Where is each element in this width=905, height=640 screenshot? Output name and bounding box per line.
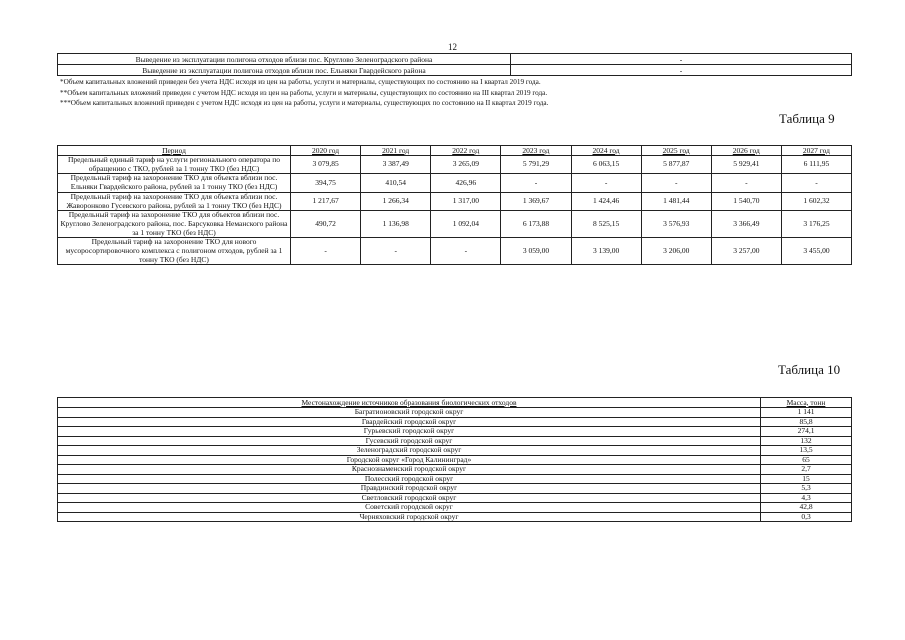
table-10-caption: Таблица 10	[778, 362, 841, 377]
row-label: Выведение из эксплуатации полигона отходов вблизи пос. Круглово Зеленоградского района	[58, 54, 511, 65]
table-row	[58, 417, 852, 427]
footnote: ***Объем капитальных вложений приведен с учетом НДС исходя из цен на работы, услуги и материалы, существующих по состоянию на II квартал 2019 года.	[60, 99, 549, 107]
tariff-value: 1 424,46	[571, 192, 641, 210]
mass-cell: 4,3	[761, 493, 852, 503]
location-cell: Полесский городской округ	[58, 474, 761, 484]
tariff-value: 1 481,44	[641, 192, 711, 210]
mass-header: Масса, тонн	[761, 398, 852, 408]
tariff-value: -	[571, 174, 641, 192]
tariff-value: 6 111,95	[781, 156, 851, 174]
mass-cell: 65	[761, 455, 852, 465]
tariff-value: 410,54	[361, 174, 431, 192]
location-cell: Черняховский городской округ	[58, 512, 761, 522]
tariff-value: -	[291, 238, 361, 265]
location-cell: Светловский городской округ	[58, 493, 761, 503]
table-row	[58, 211, 852, 238]
footnotes	[60, 77, 548, 109]
year-header: 2027 год	[781, 146, 851, 156]
location-cell: Багратионовский городской округ	[58, 408, 761, 418]
tariff-value: -	[711, 174, 781, 192]
row-value: -	[511, 54, 852, 65]
table-row	[58, 455, 852, 465]
tariff-value: 5 877,87	[641, 156, 711, 174]
year-header: 2021 год	[361, 146, 431, 156]
table-row	[58, 484, 852, 494]
capital-investment-table-tail	[57, 53, 852, 76]
footnote: *Объем капитальных вложений приведен без учета НДС исходя из цен на работы, услуги и материалы, существующих по состоянию на I квартал 2019 года.	[60, 78, 541, 86]
table-row	[58, 436, 852, 446]
table-row	[58, 446, 852, 456]
table-row	[58, 493, 852, 503]
tariff-value: 3 576,93	[641, 211, 711, 238]
table-row	[58, 174, 852, 192]
tariff-value: -	[501, 174, 571, 192]
tariff-value: 1 092,04	[431, 211, 501, 238]
location-cell: Гусевский городской округ	[58, 436, 761, 446]
location-cell: Правдинский городской округ	[58, 484, 761, 494]
tariff-value: 1 317,00	[431, 192, 501, 210]
tariff-value: 3 265,09	[431, 156, 501, 174]
table-row	[58, 156, 852, 174]
tariff-value: 426,96	[431, 174, 501, 192]
tariff-value: 3 257,00	[711, 238, 781, 265]
tariff-value: 6 173,88	[501, 211, 571, 238]
biological-waste-table	[57, 397, 852, 522]
tariff-value: 6 063,15	[571, 156, 641, 174]
mass-cell: 85,8	[761, 417, 852, 427]
tariff-value: 3 455,00	[781, 238, 851, 265]
tariff-label: Предельный тариф на захоронение ТКО для объекта вблизи пос. Жаворонково Гусевского района, рублей за 1 тонну ТКО (без НДС)	[58, 192, 291, 210]
tariff-value: 1 540,70	[711, 192, 781, 210]
tariff-value: 5 791,29	[501, 156, 571, 174]
year-header: 2023 год	[501, 146, 571, 156]
tariff-value: 1 602,32	[781, 192, 851, 210]
tariff-value: 3 176,25	[781, 211, 851, 238]
tariff-value: 3 139,00	[571, 238, 641, 265]
page-number: 12	[448, 42, 457, 52]
year-header: 2020 год	[291, 146, 361, 156]
location-header: Местонахождение источников образования биологических отходов	[58, 398, 761, 408]
row-label: Выведение из эксплуатации полигона отходов вблизи пос. Ельняки Гвардейского района	[58, 65, 511, 76]
table-row	[58, 54, 852, 65]
mass-cell: 132	[761, 436, 852, 446]
tariff-value: 1 369,67	[501, 192, 571, 210]
table-row	[58, 192, 852, 210]
location-cell: Городской округ «Город Калининград»	[58, 455, 761, 465]
location-cell: Гвардейский городской округ	[58, 417, 761, 427]
tariff-label: Предельный тариф на захоронение ТКО для нового мусоросортировочного комплекса с полигоном отходов, рублей за 1 тонну ТКО (без НДС)	[58, 238, 291, 265]
year-header: 2026 год	[711, 146, 781, 156]
tariff-table	[57, 145, 852, 265]
mass-cell: 13,5	[761, 446, 852, 456]
tariff-value: 3 079,85	[291, 156, 361, 174]
tariff-value: 8 525,15	[571, 211, 641, 238]
mass-cell: 1 141	[761, 408, 852, 418]
table-row	[58, 503, 852, 513]
mass-cell: 274,1	[761, 427, 852, 437]
footnote: **Объем капитальных вложений приведен с учетом НДС исходя из цен на работы, услуги и материалы, существующих по состоянию на III квартал 2019 года.	[60, 88, 548, 97]
year-header: 2025 год	[641, 146, 711, 156]
period-header: Период	[58, 146, 291, 156]
tariff-value: 1 217,67	[291, 192, 361, 210]
mass-cell: 15	[761, 474, 852, 484]
tariff-value: 3 059,00	[501, 238, 571, 265]
table-row	[58, 65, 852, 76]
row-value: -	[511, 65, 852, 76]
table-header-row	[58, 398, 852, 408]
table-row	[58, 465, 852, 475]
tariff-label: Предельный тариф на захоронение ТКО для объектов вблизи пос. Круглово Зеленоградского района, пос. Барсуковка Неманского района за 1 тонну ТКО (без НДС)	[58, 211, 291, 238]
table-row	[58, 408, 852, 418]
tariff-value: 490,72	[291, 211, 361, 238]
tariff-value: 3 366,49	[711, 211, 781, 238]
tariff-value: -	[361, 238, 431, 265]
mass-cell: 5,3	[761, 484, 852, 494]
mass-cell: 0,3	[761, 512, 852, 522]
tariff-label: Предельный единый тариф на услуги регионального оператора по обращению с ТКО, рублей за 1 тонну ТКО (без НДС)	[58, 156, 291, 174]
tariff-label: Предельный тариф на захоронение ТКО для объекта вблизи пос. Ельняки Гвардейского района, рублей за 1 тонну ТКО (без НДС)	[58, 174, 291, 192]
table-row	[58, 512, 852, 522]
mass-cell: 2,7	[761, 465, 852, 475]
location-cell: Зеленоградский городской округ	[58, 446, 761, 456]
tariff-value: 394,75	[291, 174, 361, 192]
location-cell: Советский городской округ	[58, 503, 761, 513]
table-row	[58, 238, 852, 265]
tariff-value: -	[641, 174, 711, 192]
tariff-value: -	[781, 174, 851, 192]
tariff-value: -	[431, 238, 501, 265]
tariff-value: 3 206,00	[641, 238, 711, 265]
tariff-value: 3 387,49	[361, 156, 431, 174]
table-row	[58, 474, 852, 484]
year-header: 2024 год	[571, 146, 641, 156]
table-9-caption: Таблица 9	[779, 111, 835, 126]
mass-cell: 42,8	[761, 503, 852, 513]
table-row	[58, 427, 852, 437]
tariff-value: 1 136,98	[361, 211, 431, 238]
location-cell: Краснознаменский городской округ	[58, 465, 761, 475]
tariff-value: 5 929,41	[711, 156, 781, 174]
tariff-value: 1 266,34	[361, 192, 431, 210]
location-cell: Гурьевский городской округ	[58, 427, 761, 437]
year-header: 2022 год	[431, 146, 501, 156]
